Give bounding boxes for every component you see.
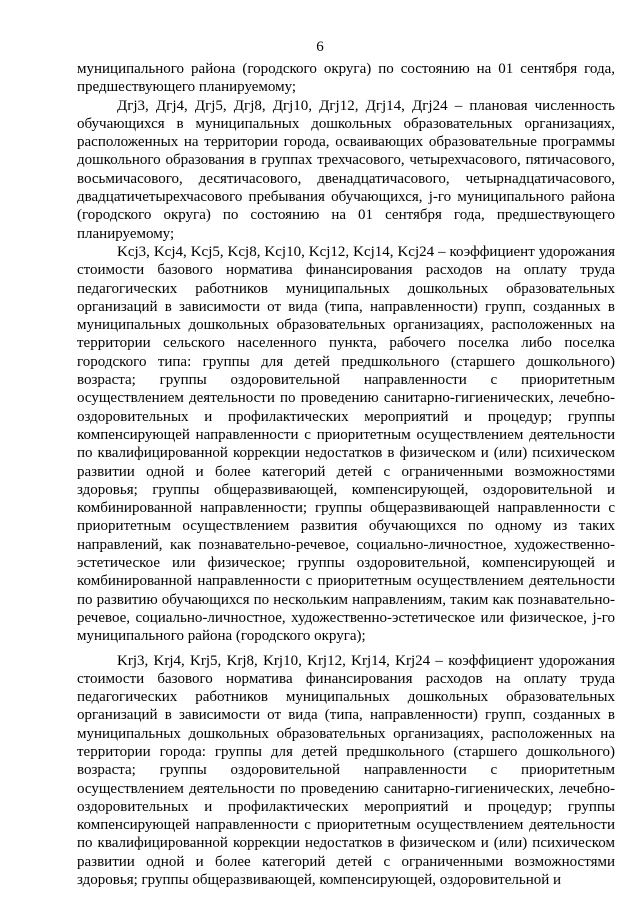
paragraph-continuation: муниципального района (городского округа) по состоянию на 01 сентября года, предшествующего планируемому;	[77, 61, 615, 96]
paragraph-kcj-definition: Kcj3, Kcj4, Kcj5, Kcj8, Kcj10, Kcj12, Kcj14, Kcj24 – коэффициент удорожания стоимости базового норматива финансирования расходов на оплату труда педагогических работников муниципальных дошкольных образовательных организаций в зависимости от вида (типа, направленности) групп, созданных в муниципальных дошкольных образовательных организациях, расположенных на территории сельского населенного пункта, рабочего поселка либо поселка городского типа: группы для детей предшкольного (старшего дошкольного) возраста; группы оздоровительной направленности с приоритетным осуществлением деятельности по проведению санитарно-гигиенических, лечебно-оздоровительных и профилактических мероприятий и процедур; группы компенсирующей направленности с приоритетным осуществлением деятельности по квалифицированной коррекции недостатков в физическом и (или) психическом развитии одной и более категорий детей с ограниченными возможностями здоровья; группы общеразвивающей, компенсирующей, оздоровительной и комбинированной направленности; группы общеразвивающей направленности с приоритетным осуществлением развития обучающихся по одному из таких направлений, как познавательно-речевое, социально-личностное, художественно-эстетическое или физическое; группы оздоровительной, компенсирующей и комбинированной направленности с приоритетным осуществлением деятельности по развитию обучающихся по нескольким направлениям, таким как познавательно-речевое, социально-личностное, художественно-эстетическое или физическое, j-го муниципального района (городского округа);	[77, 243, 615, 645]
paragraph-krj-definition: Krj3, Krj4, Krj5, Krj8, Krj10, Krj12, Krj14, Krj24 – коэффициент удорожания стоимости базового норматива финансирования расходов на оплату труда педагогических работников муниципальных дошкольных образовательных организаций в зависимости от вида (типа, направленности) групп, созданных в муниципальных дошкольных образовательных организациях, расположенных на территории города: группы для детей предшкольного (старшего дошкольного) возраста; группы оздоровительной направленности с приоритетным осуществлением деятельности по проведению санитарно-гигиенических, лечебно-оздоровительных и профилактических мероприятий и процедур; группы компенсирующей направленности с приоритетным осуществлением деятельности по квалифицированной коррекции недостатков в физическом и (или) психическом развитии одной и более категорий детей с ограниченными возможностями здоровья; группы общеразвивающей, компенсирующей, оздоровительной и	[77, 652, 615, 889]
document-body	[77, 60, 615, 889]
page-number: 6	[316, 39, 324, 55]
paragraph-dgj-definition: Дгj3, Дгj4, Дгj5, Дгj8, Дгj10, Дгj12, Дгj14, Дгj24 – плановая численность обучающихся в муниципальных дошкольных образовательных организациях, расположенных на территории города, осваивающих образовательные программы дошкольного образования в группах трехчасового, четырехчасового, пятичасового, восьмичасового, десятичасового, двенадцатичасового, четырнадцатичасового, двадцатичетырехчасового пребывания обучающихся, j-го муниципального района (городского округа) по состоянию на 01 сентября года, предшествующего планируемому;	[77, 97, 615, 242]
